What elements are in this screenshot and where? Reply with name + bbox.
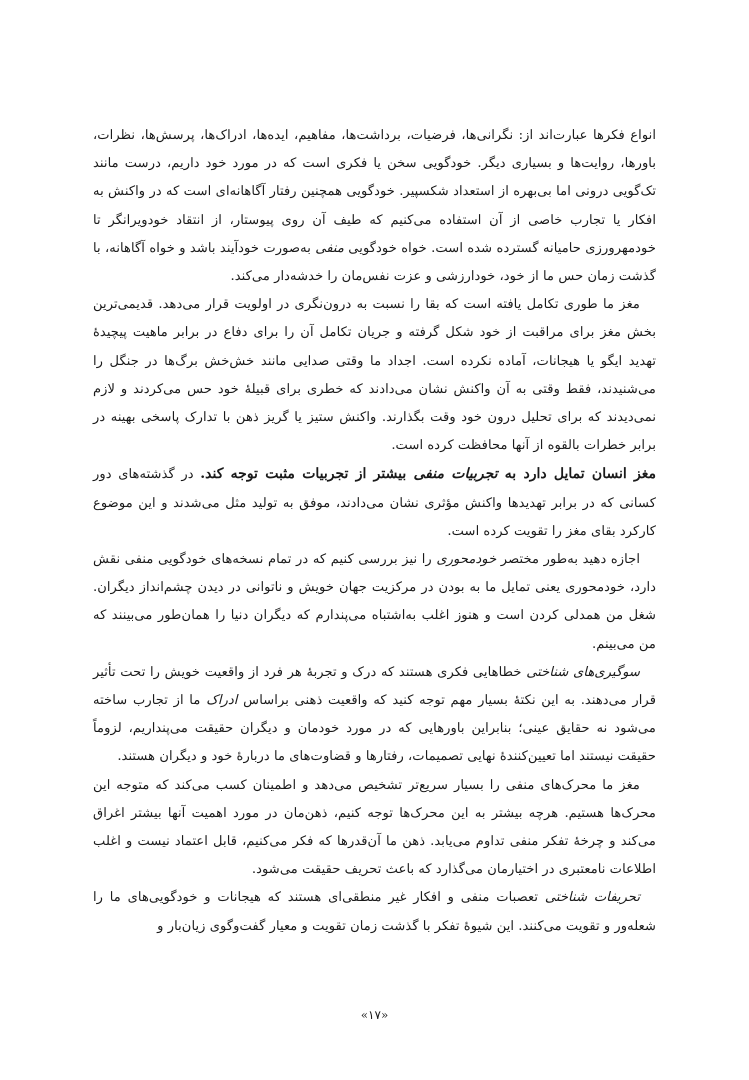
paragraph-4-seg-3: را نیز بررسی کنیم که در تمام نسخه‌های خودگویی منفی نقش دارد، خودمحوری یعنی تمایل ما به بودن در مرکزیت جهان خویش و ناتوانی در دیدن چشم‌انداز دیگران. شغل من همدلی کردن است و هنوز اغلب به‌اشتباه می‌پندارم که دیگران دنیا را همان‌طور می‌بینند که من می‌بینم.: [93, 552, 656, 652]
paragraph-3-lead-1: مغز انسان تمایل دارد به: [497, 466, 656, 483]
paragraph-2: [93, 291, 656, 460]
paragraph-7: [93, 884, 656, 940]
paragraph-1-emphasis-negative: منفی: [315, 240, 344, 256]
page-number: «۱۷»: [360, 1008, 389, 1022]
page-body: [93, 122, 656, 941]
paragraph-6: [93, 772, 656, 885]
paragraph-3-body: در گذشته‌های دور کسانی که در برابر تهدیدها واکنش مؤثری نشان می‌دادند، موفق به تولید مثل می‌شدند و این موضوع کارکرد بقای مغز را تقویت کرده است.: [93, 467, 656, 539]
paragraph-4: [93, 546, 656, 659]
paragraph-1: [93, 122, 656, 291]
paragraph-2-seg-1: مغز ما طوری تکامل یافته است که بقا را نسبت به درون‌نگری در اولویت قرار می‌دهد. قدیمی‌ترین بخش مغز برای مراقبت از خود شکل گرفته و جریان تکامل آن را برای دفاع در برابر ماهیت پیچیدهٔ تهدید ایگو یا هیجانات، آماده نکرده است. اجداد ما وقتی صدایی مانند خش‌خش برگ‌ها در جنگل را می‌شنیدند، فقط وقتی به آن واکنش نشان می‌دادند که خطری برای قبیلهٔ خود حس می‌کردند و لازم نمی‌دیدند که برای تحلیل درون خود وقت بگذارند. واکنش ستیز یا گریز ذهن با تدارک پاسخی بهینه در برابر خطرات بالقوه از آنها محافظت کرده است.: [93, 297, 656, 454]
paragraph-4-seg-1: اجازه دهید به‌طور مختصر: [496, 552, 640, 568]
paragraph-5: [93, 659, 656, 772]
paragraph-7-emphasis-cognitive-distortions: تحریفات شناختی: [544, 890, 640, 906]
paragraph-5-emphasis-cognitive-biases: سوگیری‌های شناختی: [526, 664, 640, 680]
paragraph-5-emphasis-perception: ادراک: [206, 693, 238, 709]
paragraph-3-lead-emphasis: تجربیات منفی: [413, 466, 498, 483]
paragraph-3: [93, 460, 656, 546]
paragraph-5-seg-4: ما از تجارب ساخته می‌شود نه حقایق عینی؛ بنابراین باورهایی که در مورد خودمان و دیگران حقیقت می‌پنداریم، لزوماً حقیقت نیستند اما تعیین‌کنندهٔ نهایی تصمیمات، رفتارها و قضاوت‌های ما دربارهٔ خود و دیگران هستند.: [93, 693, 656, 765]
paragraph-3-lead-2: بیشتر از تجربیات مثبت توجه کند.: [200, 466, 414, 483]
paragraph-1-seg-1: انواع فکرها عبارت‌اند از: نگرانی‌ها، فرضیات، برداشت‌ها، مفاهیم، ایده‌ها، ادراک‌ها، پرسش‌ها، نظرات، باورها، روایت‌ها و بسیاری دیگر. خودگویی سخن یا فکری است که در مورد خود داریم، درست مانند تک‌گویی درونی اما بی‌بهره از استعداد شکسپیر. خودگویی همچنین رفتار آگاهانه‌ای است که در واکنش به افکار یا تجارب خاصی از آن استفاده می‌کنیم که طیف آن روی پیوستار، از انتقاد خودویرانگر تا خودمهرورزی حامیانه گسترده شده است. خواه خودگویی: [93, 128, 656, 256]
paragraph-7-seg-2: تعصبات منفی و افکار غیر منطقی‌ای هستند که هیجانات و خودگویی‌های ما را شعله‌ور و تقویت می‌کنند. این شیوهٔ تفکر با گذشت زمان تقویت و معیار گفت‌وگوی زیان‌بار و: [93, 890, 656, 934]
paragraph-6-seg-1: مغز ما محرک‌های منفی را بسیار سریع‌تر تشخیص می‌دهد و اطمینان کسب می‌کند که متوجه این محرک‌ها هستیم. هرچه بیشتر به این محرک‌ها توجه کنیم، ذهن‌مان در مورد اهمیت آنها بیشتر اغراق می‌کند و چرخهٔ تفکر منفی تداوم می‌یابد. ذهن ما آن‌قدرها که فکر می‌کنیم، قابل اعتماد نیست و اغلب اطلاعات نامعتبری در اختیارمان می‌گذارد که باعث تحریف حقیقت می‌شود.: [93, 777, 656, 878]
paragraph-4-emphasis-egocentrism: خودمحوری: [436, 552, 497, 568]
paragraph-5-seg-2: خطاهایی فکری هستند که درک و تجربهٔ هر فرد از واقعیت خویش را تحت تأثیر قرار می‌دهند. به این نکتهٔ بسیار مهم توجه کنید که واقعیت ذهنی براساس: [93, 664, 656, 709]
paragraph-1-seg-3: به‌صورت خودآیند باشد و خواه آگاهانه، با گذشت زمان حس ما از خود، خودارزشی و عزت نفس‌مان را خدشه‌دار می‌کند.: [93, 240, 656, 285]
